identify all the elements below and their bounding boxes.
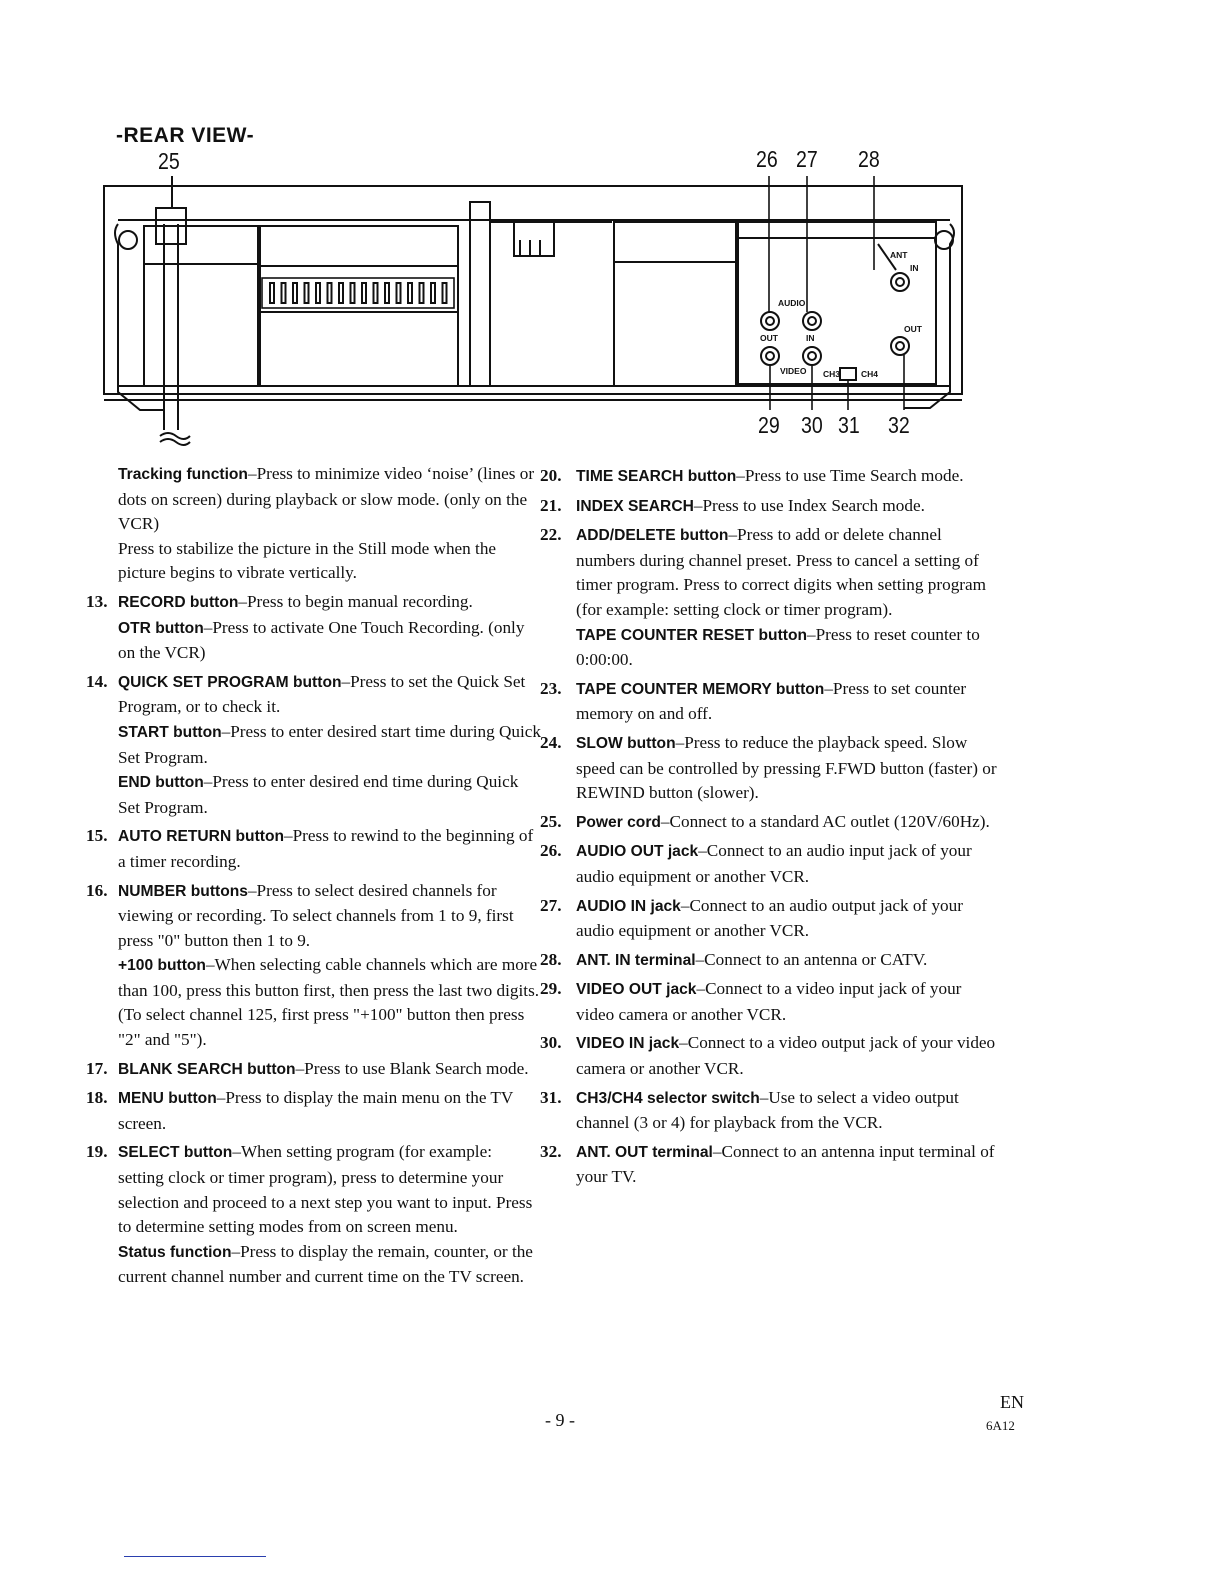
vent-slot [339,283,343,303]
item-description: –Connect to a video input jack of your video camera or another VCR. [576,979,962,1024]
item-description: –Press to select desired channels for viewing or recording. To select channels from 1 to 9, first press "0" button then 1 to 9. [118,880,514,950]
item-number: 22. [540,525,562,545]
item-term: VIDEO OUT jack [576,981,697,999]
item-description: –Press to rewind to the beginning of a timer recording. [118,826,534,871]
left-item [86,462,542,537]
label-ant-out: OUT [904,324,922,334]
item-description: –Press to begin manual recording. [238,591,473,611]
item-term: INDEX SEARCH [576,497,694,515]
item-term: OTR button [118,619,204,637]
video-in-jack [803,347,821,365]
item-description: –Press to use Index Search mode. [693,495,925,515]
vent-slot [362,283,366,303]
label-jack-out: OUT [760,333,778,343]
vent-slot [374,283,378,303]
item-description: –Connect to an antenna or CATV. [695,949,928,969]
label-ch3: CH3 [823,369,841,379]
ch3-ch4-switch [840,368,856,380]
item-description: –Press to set counter memory on and off. [576,678,967,724]
item-term: VIDEO IN jack [576,1035,680,1053]
item-term: CH3/CH4 selector switch [576,1089,760,1107]
item-description: –Press to use Blank Search mode. [295,1058,529,1078]
video-out-jack [761,347,779,365]
vcr-body-outline [104,186,962,394]
label-jack-in: IN [806,333,815,343]
label-ch4: CH4 [861,369,879,379]
callout-28: 28 [858,146,880,172]
item-number: 20. [540,466,562,485]
callout-29: 29 [758,412,780,438]
left-item [86,1057,542,1083]
item-number: 16. [86,880,108,900]
vent-slot [443,283,447,303]
item-term: END button [118,774,204,792]
item-term: ADD/DELETE button [576,527,729,545]
item-description: –Press to display the main menu on the TV screen. [118,1088,514,1133]
item-description: –Press to add or delete channel numbers during channel preset. Press to cancel a setting of timer program. Press to correct digits when setting program (for example: setting clock or timer program). [576,525,987,619]
vent-slot [316,283,320,303]
item-term: RECORD button [118,593,239,611]
left-item [86,824,542,874]
bottom-rule [124,1556,266,1557]
item-number: 14. [86,671,108,691]
item-number: 26. [540,841,562,861]
right-item [540,977,1000,1027]
left-item [86,1140,542,1239]
left-item [86,616,542,666]
item-term: Status function [118,1243,232,1261]
item-description: –Connect to a standard AC outlet (120V/60Hz). [660,811,990,831]
callout-30: 30 [801,412,823,438]
item-number: 23. [540,678,562,698]
callout-26: 26 [756,146,778,172]
callout-27: 27 [796,146,818,172]
audio-in-jack [803,312,821,330]
ant-out-terminal [891,337,909,355]
item-description: –Press to minimize video ‘noise’ (lines or dots on screen) during playback or slow mode. (only on the VCR) [118,464,535,534]
left-item [86,1240,542,1290]
right-item [540,677,1000,727]
right-item [540,1086,1000,1136]
right-item [540,1031,1000,1081]
left-column [86,462,542,1290]
vent-slot [420,283,424,303]
item-description: –Connect to an audio input jack of your audio equipment or another VCR. [576,841,972,886]
item-term: TIME SEARCH button [576,468,737,485]
item-number: 28. [540,949,562,969]
item-description: –Press to display the remain, counter, or the current channel number and current time on the TV screen. [118,1241,533,1287]
item-description: –Press to enter desired start time during Quick Set Program. [118,721,541,767]
ant-in-terminal [891,273,909,291]
language-code: EN [1000,1392,1024,1412]
item-description: –When selecting cable channels which are more than 100, press this button first, then press the last two digits. (To select channel 125, first press "+100" button then press "2" and "5"). [118,955,540,1050]
item-term: SLOW button [576,734,676,752]
item-term: +100 button [118,957,206,975]
vent-slot [351,283,355,303]
item-term: TAPE COUNTER MEMORY button [576,680,825,698]
item-number: 27. [540,895,562,915]
left-item [86,1086,542,1136]
item-term: QUICK SET PROGRAM button [118,673,342,691]
item-term: MENU button [118,1090,217,1108]
item-description: –Press to reset counter to 0:00:00. [576,624,980,670]
item-number: 13. [86,591,108,611]
right-item [540,523,1000,622]
item-number: 21. [540,495,562,515]
left-item [86,537,542,586]
label-ant: ANT [890,250,908,260]
vent-slot [282,283,286,303]
item-description: –Press to use Time Search mode. [736,466,964,485]
vent-slot [305,283,309,303]
callout-31: 31 [838,412,860,438]
item-term: AUDIO IN jack [576,897,681,915]
item-description: –Connect to an antenna input terminal of your TV. [576,1141,995,1187]
item-term: Tracking function [118,466,248,483]
item-description: –Use to select a video output channel (3 or 4) for playback from the VCR. [576,1087,959,1133]
item-number: 32. [540,1141,562,1161]
vent-slot [431,283,435,303]
vent-slot [328,283,332,303]
item-number: 15. [86,826,108,846]
item-description: –Press to activate One Touch Recording. (only on the VCR) [118,617,525,663]
right-item [540,464,1000,490]
item-term: NUMBER buttons [118,882,248,900]
item-number: 25. [540,811,562,831]
item-term: AUDIO OUT jack [576,843,699,861]
item-term: TAPE COUNTER RESET button [576,626,808,644]
item-description: –Connect to an audio output jack of your audio equipment or another VCR. [576,895,963,941]
left-item [86,770,542,820]
item-description: Press to stabilize the picture in the Still mode when the picture begins to vibrate vertically. [118,538,497,583]
item-term: SELECT button [118,1144,233,1162]
item-number: 17. [86,1058,108,1078]
vent-slot [408,283,412,303]
item-description: –When setting program (for example: setting clock or timer program), press to determine your selection and proceed to a next step you want to input. Press to determine setting modes from on screen menu. [118,1142,533,1237]
right-column [540,460,1000,1190]
vent-slot [293,283,297,303]
left-item [86,670,542,720]
vcr-rear-view-diagram [0,0,1224,470]
right-item [540,894,1000,944]
item-description: –Press to enter desired end time during Quick Set Program. [118,772,519,817]
right-item [540,810,1000,836]
item-number: 24. [540,732,562,752]
item-description: –Press to set the Quick Set Program, or to check it. [118,671,526,717]
left-item [86,879,542,954]
right-item [540,948,1000,974]
item-description: –Press to reduce the playback speed. Slow speed can be controlled by pressing F.FWD button (faster) or REWIND button (slower). [576,732,997,803]
item-term: BLANK SEARCH button [118,1060,296,1078]
right-item [540,494,1000,520]
label-audio: AUDIO [778,298,806,308]
right-item [540,731,1000,806]
item-number: 18. [86,1088,108,1108]
label-video: VIDEO [780,366,807,376]
right-item [540,839,1000,889]
item-description: –Connect to a video output jack of your video camera or another VCR. [576,1033,996,1079]
vent-slot [270,283,274,303]
page-number: - 9 - [545,1410,575,1430]
right-item [540,1140,1000,1190]
left-item [86,590,542,616]
item-number: 29. [540,979,562,999]
vent-slots [262,278,454,308]
audio-out-jack [761,312,779,330]
left-item [86,720,542,770]
item-term: ANT. OUT terminal [576,1143,713,1161]
item-term: ANT. IN terminal [576,951,696,969]
item-number: 31. [540,1087,562,1107]
label-ant-in: IN [910,263,919,273]
model-code: 6A12 [986,1418,1015,1433]
callout-25: 25 [158,148,180,174]
vent-slot [397,283,401,303]
right-item [540,623,1000,673]
callout-32: 32 [888,412,910,438]
rear-view-title: -REAR VIEW- [116,124,255,147]
item-term: START button [118,723,222,741]
item-term: AUTO RETURN button [118,828,285,846]
item-number: 30. [540,1033,562,1053]
item-term: Power cord [576,813,661,831]
item-number: 19. [86,1142,108,1162]
left-item [86,953,542,1052]
vent-slot [385,283,389,303]
